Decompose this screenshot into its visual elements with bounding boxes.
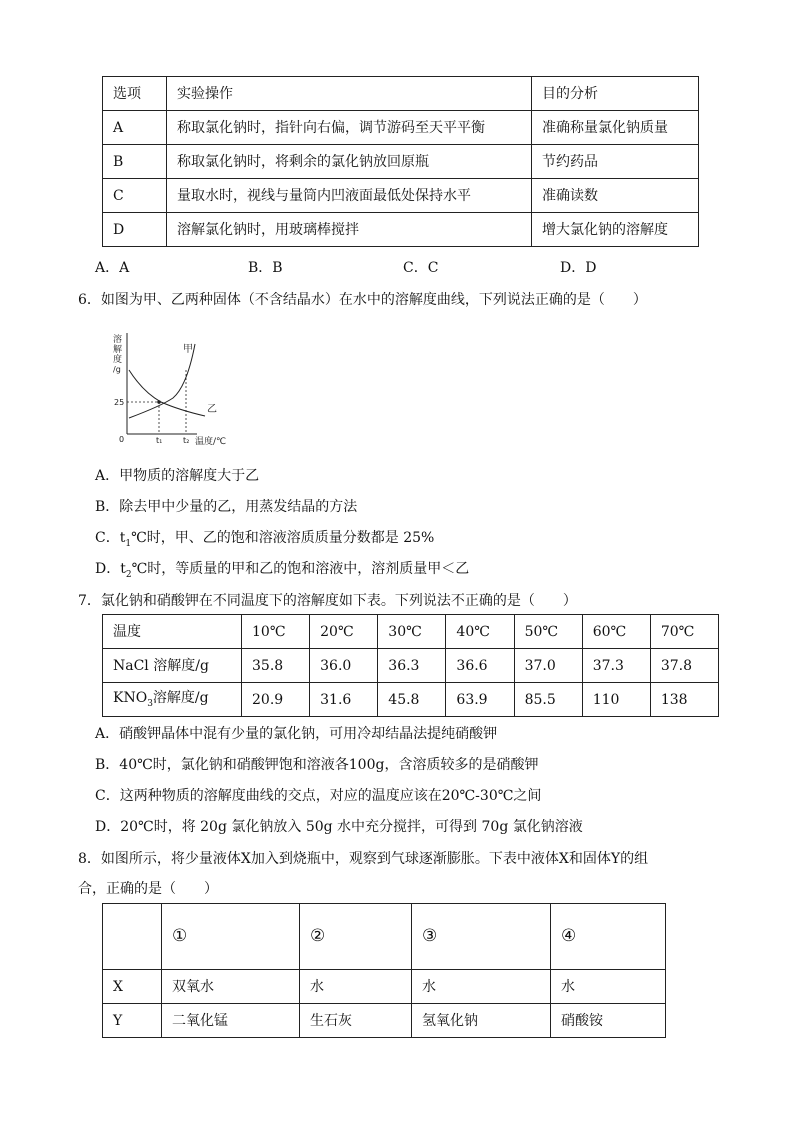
graph-ylabel-2: 解 (113, 345, 123, 355)
table-cell: A (103, 111, 167, 145)
table-cell: D (103, 213, 167, 247)
graph-origin: 0 (119, 435, 125, 444)
table-cell: 水 (551, 970, 666, 1004)
q7-stem: 7．氯化钠和硝酸钾在不同温度下的溶解度如下表。下列说法不正确的是（ ） (78, 593, 577, 609)
table-cell: 40℃ (446, 615, 514, 649)
table-cell: 45.8 (378, 683, 446, 717)
graph-y-tick-25: 25 (114, 398, 125, 407)
table-cell: 准确读数 (532, 179, 699, 213)
table-cell: X (103, 970, 162, 1004)
table-cell: 称取氯化钠时，将剩余的氯化钠放回原瓶 (167, 145, 532, 179)
table-cell: ④ (551, 904, 666, 970)
table-cell: 37.8 (650, 649, 718, 683)
q7-option-a[interactable]: A．硝酸钾晶体中混有少量的氯化钠，可用冷却结晶法提纯硝酸钾 (95, 726, 498, 742)
table-cell: NaCl 溶解度/g (103, 649, 242, 683)
table-cell: 水 (300, 970, 412, 1004)
q6-option-a[interactable]: A．甲物质的溶解度大于乙 (95, 468, 260, 484)
table-cell: 量取水时，视线与量筒内凹液面最低处保持水平 (167, 179, 532, 213)
table-cell: 增大氯化钠的溶解度 (532, 213, 699, 247)
table-cell: B (103, 145, 167, 179)
kno3-label-post: 溶解度/g (152, 689, 209, 706)
table-cell: 60℃ (582, 615, 650, 649)
graph-xlabel: 温度/℃ (195, 437, 227, 447)
table-cell: 110 (582, 683, 650, 717)
table-cell: 称取氯化钠时，指针向右偏，调节游码至天平平衡 (167, 111, 532, 145)
table-cell: 二氧化锰 (162, 1004, 300, 1038)
table-cell: ③ (412, 904, 551, 970)
graph-ylabel-1: 溶 (113, 335, 123, 345)
q6-option-d-post: ℃时，等质量的甲和乙的饱和溶液中，溶剂质量甲＜乙 (131, 561, 470, 577)
table-cell: ② (300, 904, 412, 970)
table-cell: 20℃ (310, 615, 378, 649)
graph-ylabel-3: 度 (113, 355, 123, 365)
table-cell: 37.3 (582, 649, 650, 683)
table-cell (103, 683, 242, 717)
table-cell: 31.6 (310, 683, 378, 717)
q6-option-d-pre: D．t (95, 561, 126, 577)
table-cell: 35.8 (242, 649, 310, 683)
table-cell: 50℃ (514, 615, 582, 649)
table-cell: 63.9 (446, 683, 514, 717)
q5-option-d[interactable]: D．D (560, 260, 597, 276)
q5-option-c[interactable]: C．C (403, 260, 439, 276)
q6-stem: 6．如图为甲、乙两种固体（不含结晶水）在水中的溶解度曲线，下列说法正确的是（ ） (78, 292, 647, 308)
q7-option-d[interactable]: D．20℃时，将 20g 氯化钠放入 50g 水中充分搅拌，可得到 70g 氯化钠溶液 (95, 819, 583, 835)
table-cell: 生石灰 (300, 1004, 412, 1038)
table-cell: 硝酸铵 (551, 1004, 666, 1038)
q8-table (102, 903, 666, 1038)
q8-stem-line1: 8．如图所示，将少量液体X加入到烧瓶中，观察到气球逐渐膨胀。下表中液体X和固体Y的组 (78, 851, 649, 867)
table-cell: 水 (412, 970, 551, 1004)
table-cell: 85.5 (514, 683, 582, 717)
graph-x-tick-t1: t₁ (156, 436, 163, 445)
curve-jia (129, 344, 195, 418)
q8-stem-line2: 合，正确的是（ ） (78, 881, 218, 897)
table-cell: 准确称量氯化钠质量 (532, 111, 699, 145)
q7-option-b[interactable]: B．40℃时，氯化钠和硝酸钾饱和溶液各100g，含溶质较多的是硝酸钾 (95, 757, 539, 773)
solubility-graph (111, 330, 241, 448)
q6-option-b[interactable]: B．除去甲中少量的乙，用蒸发结晶的方法 (95, 499, 358, 515)
q5-header-option: 选项 (103, 77, 167, 111)
kno3-label-pre: KNO (113, 689, 148, 706)
table-cell: 10℃ (242, 615, 310, 649)
curve-yi-label: 乙 (207, 404, 217, 415)
table-cell: 温度 (103, 615, 242, 649)
table-cell: 36.6 (446, 649, 514, 683)
table-cell: 双氧水 (162, 970, 300, 1004)
q6-option-d[interactable] (95, 558, 469, 580)
q6-option-c[interactable] (95, 527, 434, 549)
table-cell: 节约药品 (532, 145, 699, 179)
table-cell: C (103, 179, 167, 213)
q5-option-b[interactable]: B．B (248, 260, 283, 276)
graph-ylabel-4: /g (113, 365, 121, 374)
table-cell: 20.9 (242, 683, 310, 717)
q6-option-c-post: ℃时，甲、乙的饱和溶液溶质质量分数都是 25% (131, 530, 435, 546)
curve-jia-label: 甲 (183, 344, 193, 355)
table-cell: 138 (650, 683, 718, 717)
q7-table (102, 614, 719, 717)
table-cell: 30℃ (378, 615, 446, 649)
q5-table (102, 76, 699, 247)
curve-yi (129, 370, 205, 416)
table-cell: 37.0 (514, 649, 582, 683)
q5-header-purpose: 目的分析 (532, 77, 699, 111)
table-cell: ① (162, 904, 300, 970)
table-cell (103, 904, 162, 970)
table-cell: 氢氧化钠 (412, 1004, 551, 1038)
q6-option-c-sub: 1 (125, 538, 132, 549)
table-cell: 70℃ (650, 615, 718, 649)
table-cell: 36.3 (378, 649, 446, 683)
q6-option-d-sub: 2 (125, 569, 132, 580)
table-cell: 溶解氯化钠时，用玻璃棒搅拌 (167, 213, 532, 247)
q7-option-c[interactable]: C．这两种物质的溶解度曲线的交点，对应的温度应该在20℃-30℃之间 (95, 788, 542, 804)
q6-option-c-pre: C．t (95, 530, 126, 546)
graph-x-tick-t2: t₂ (183, 436, 190, 445)
kno3-label-sub: 3 (147, 698, 153, 709)
table-cell: Y (103, 1004, 162, 1038)
q5-header-operation: 实验操作 (167, 77, 532, 111)
q5-option-a[interactable]: A．A (95, 260, 130, 276)
table-cell: 36.0 (310, 649, 378, 683)
